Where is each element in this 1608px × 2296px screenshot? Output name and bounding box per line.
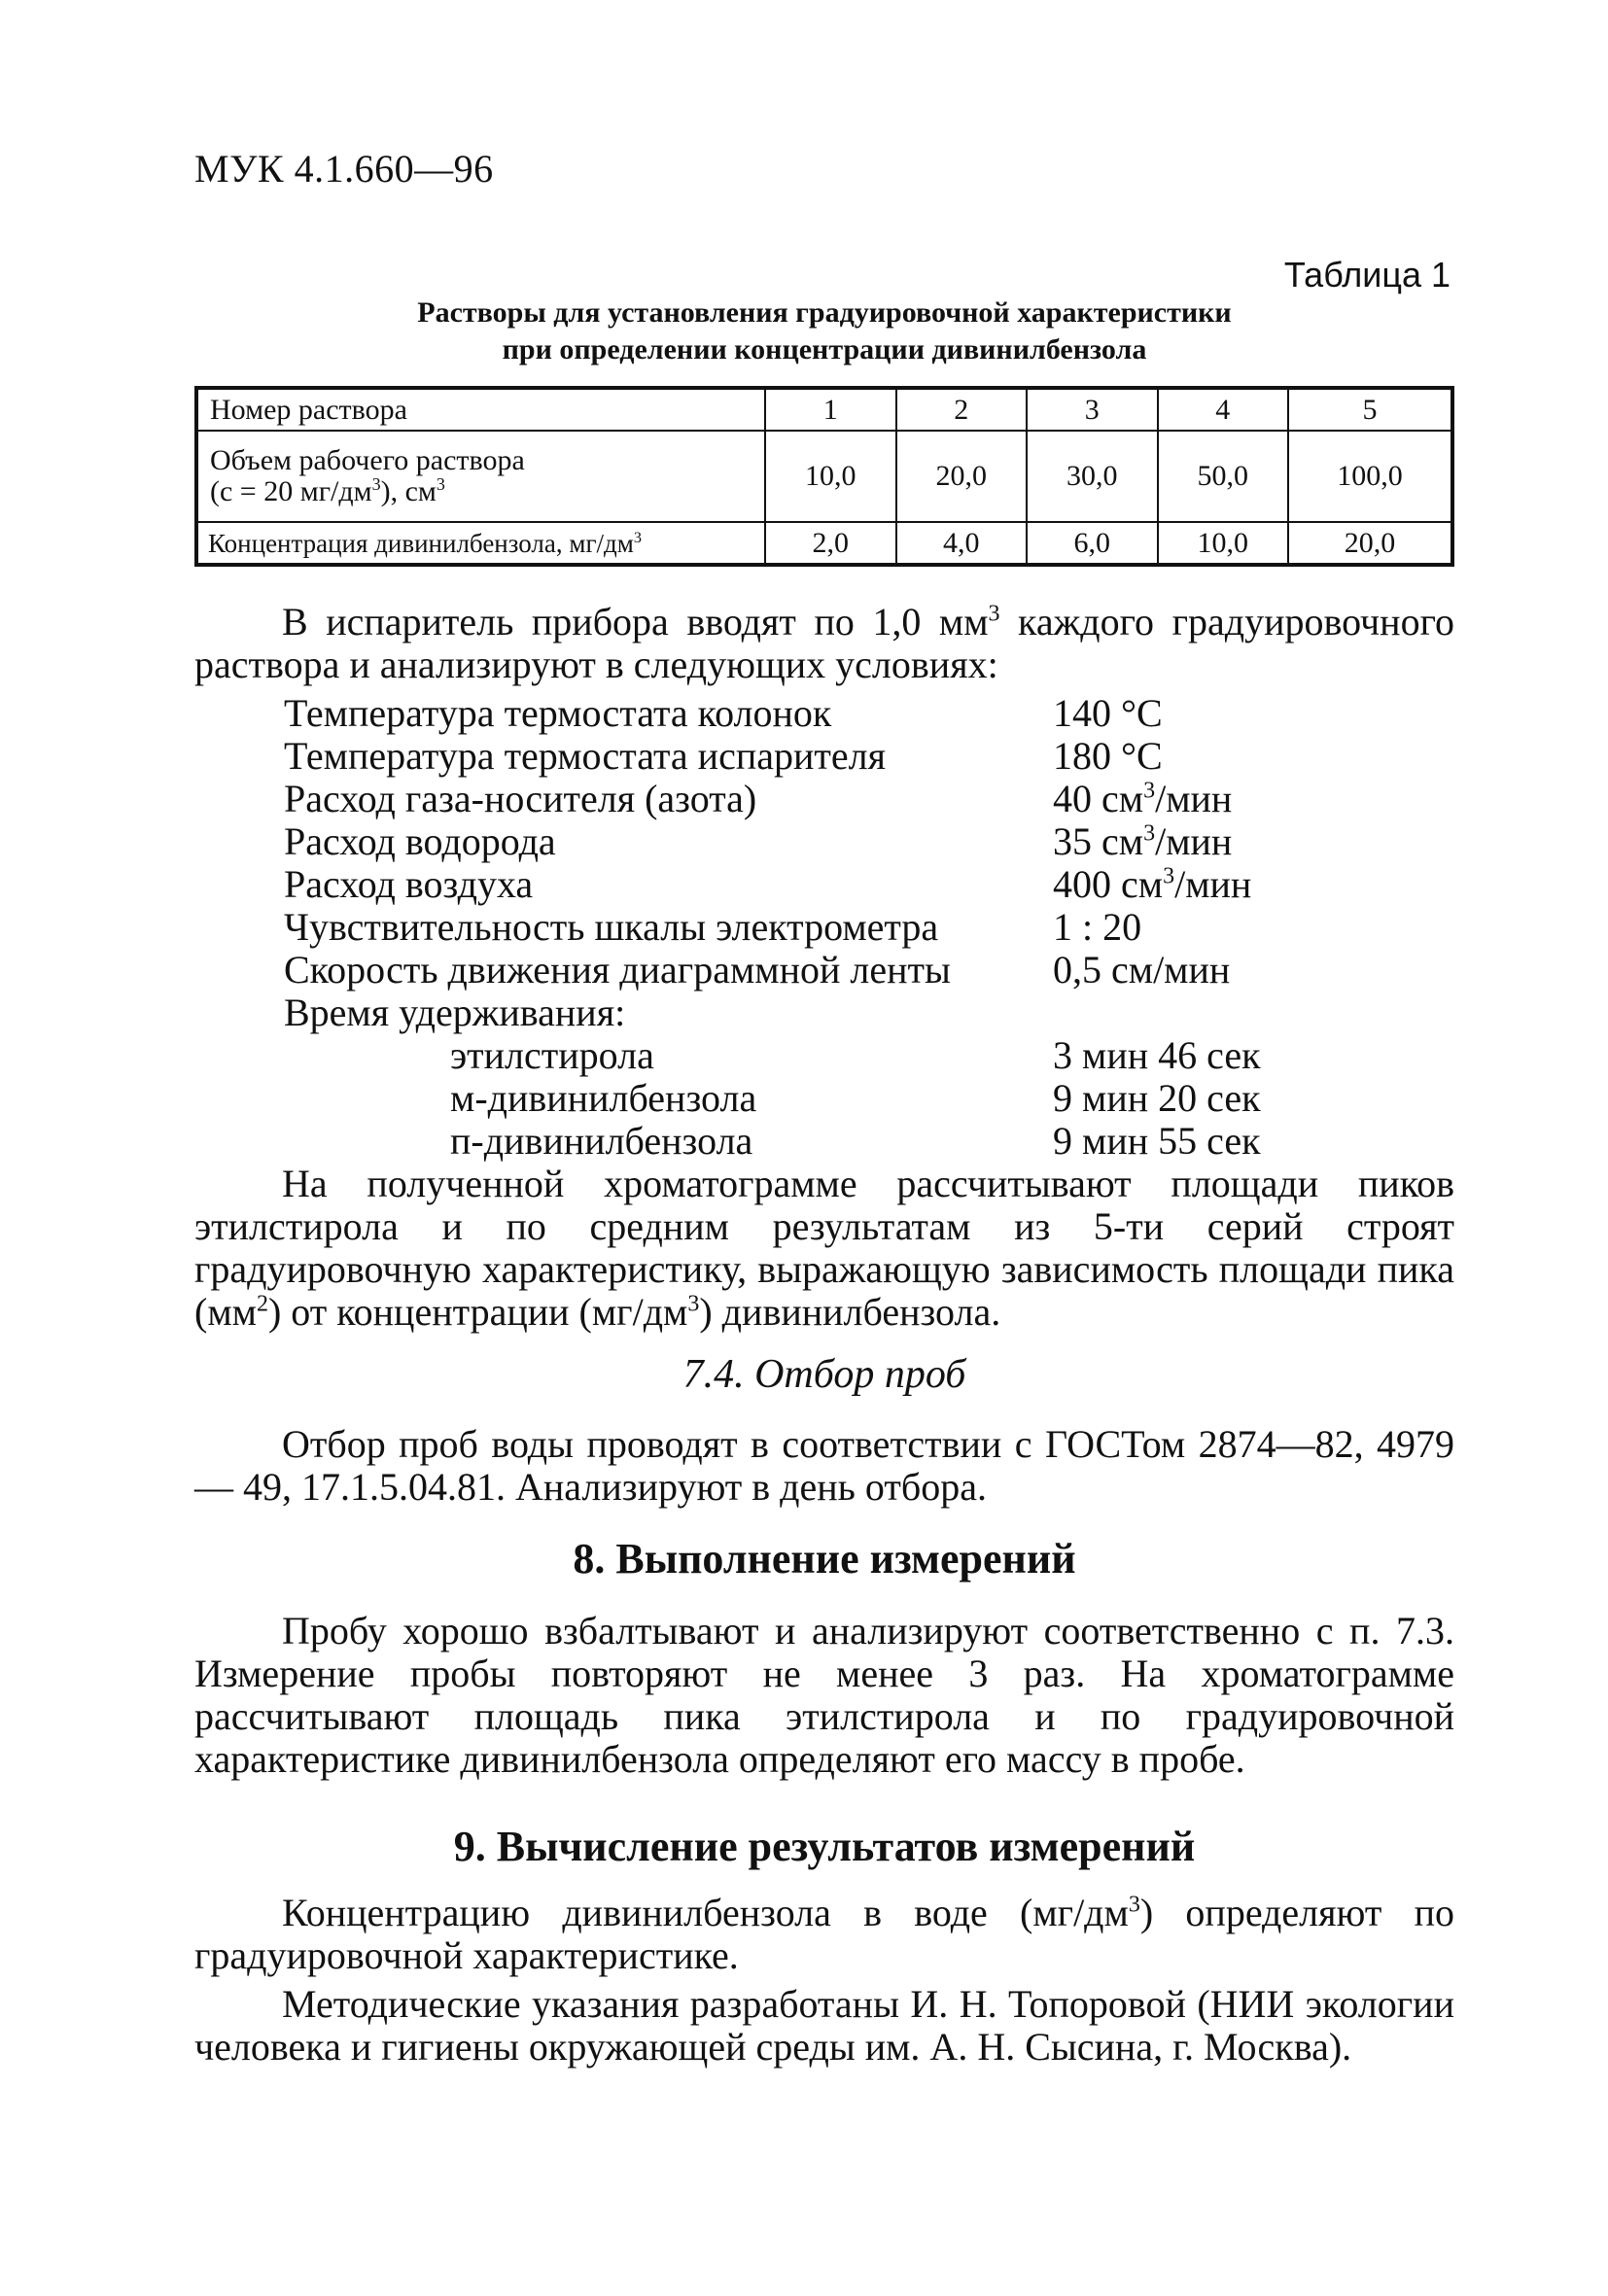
table-cell: 10,0 [765, 431, 896, 522]
table-number: Таблица 1 [1283, 255, 1451, 295]
table-cell: 20,0 [896, 431, 1028, 522]
section-heading-8: 8. Выполнение измерений [573, 1535, 1076, 1583]
condition-value: 400 $см^3$/мин [1053, 862, 1252, 906]
table-cell: 2 [896, 388, 1028, 431]
intro-paragraph: В испаритель прибора вводят по 1,0 $мм^3$ каждого градуировочного раствора и анализируют в следующих условиях: [194, 600, 1454, 686]
condition-value: 9 мин 20 сек [1053, 1076, 1261, 1120]
table-cell: 1 [765, 388, 896, 431]
condition-value: 40 $см^3$/мин [1053, 777, 1233, 820]
table-cell: 10,0 [1158, 522, 1289, 565]
section-8-paragraph: Пробу хорошо взбалтывают и анализируют соответственно с п. 7.3. Измерение пробы повторяют не менее 3 раз. На хроматограмме рассчитывают площадь пика этилстирола и по градуировочной характеристике дивинилбензола определяют его массу в пробе. [194, 1609, 1454, 1781]
condition-value: 3 мин 46 сек [1053, 1033, 1261, 1077]
page-header: МУК 4.1.660—96 [194, 147, 494, 191]
condition-label: Расход водорода [284, 819, 556, 863]
row-label-working-volume [196, 431, 765, 522]
section-7-4-paragraph: Отбор проб воды проводят в соответствии с ГОСТом 2874—82, 4979— 49, 17.1.5.04.81. Анализируют в день отбора. [194, 1422, 1454, 1509]
table-row [196, 431, 1452, 522]
condition-value: 9 мин 55 сек [1053, 1119, 1261, 1163]
section-heading-9: 9. Вычисление результатов измерений [453, 1823, 1196, 1870]
condition-label: м-дивинилбензола [450, 1076, 757, 1120]
condition-label: Время удерживания: [284, 991, 626, 1034]
condition-value: 140 °С [1053, 691, 1163, 735]
section-9-paragraph: Концентрацию дивинилбензола в воде $(мг/дм^3)$ определяют по градуировочной характеристике. [194, 1891, 1454, 1977]
row-label-line1: Объем рабочего раствора [210, 444, 525, 476]
condition-value: 180 °С [1053, 734, 1163, 778]
calibration-table [194, 386, 1454, 567]
table-cell: 3 [1027, 388, 1158, 431]
condition-label: Скорость движения диаграммной ленты [284, 948, 951, 991]
authors-paragraph: Методические указания разработаны И. Н. Топоровой (НИИ экологии человека и гигиены окружающей среды им. А. Н. Сысина, г. Москва). [194, 1982, 1454, 2069]
condition-label: п-дивинилбензола [450, 1119, 753, 1163]
row-label-solution-number: Номер раствора [196, 388, 765, 431]
table-cell: 6,0 [1027, 522, 1158, 565]
table-cell: 20,0 [1288, 522, 1452, 565]
condition-value: 1 : 20 [1053, 905, 1142, 949]
table-caption-line2: при определении концентрации дивинилбензола [502, 333, 1147, 365]
condition-label: Чувствительность шкалы электрометра [284, 905, 939, 949]
table-cell: 5 [1288, 388, 1452, 431]
condition-value: 35 $см^3$/мин [1053, 819, 1233, 863]
section-heading-7-4: 7.4. Отбор проб [682, 1352, 966, 1397]
row-label-line2: (c = 20 $мг/дм^3$), $см^3$ [210, 474, 445, 507]
table-cell: 4 [1158, 388, 1289, 431]
table-cell: 2,0 [765, 522, 896, 565]
condition-label: Температура термостата колонок [284, 691, 832, 735]
table-cell: 30,0 [1027, 431, 1158, 522]
table-cell: 50,0 [1158, 431, 1289, 522]
row-label-concentration: Концентрация дивинилбензола, $мг/дм^3$ [196, 522, 765, 565]
condition-label: этилстирола [450, 1033, 654, 1077]
condition-label: Расход воздуха [284, 862, 534, 906]
table-row [196, 388, 1452, 431]
condition-label: Расход газа-носителя (азота) [284, 777, 757, 820]
condition-label: Температура термостата испарителя [284, 734, 886, 778]
condition-value: 0,5 см/мин [1053, 948, 1231, 991]
table-caption-line1: Растворы для установления градуировочной характеристики [417, 296, 1232, 329]
chromatogram-paragraph: На полученной хроматограмме рассчитывают площади пиков этилстирола и по средним результатам из 5-ти серий строят градуировочную характеристику, выражающую зависимость площади пика $(мм^2)$ от концентрации $(мг/дм^3)$ дивинилбензола. [194, 1162, 1454, 1334]
table-cell: 100,0 [1288, 431, 1452, 522]
table-row [196, 522, 1452, 565]
table-cell: 4,0 [896, 522, 1028, 565]
